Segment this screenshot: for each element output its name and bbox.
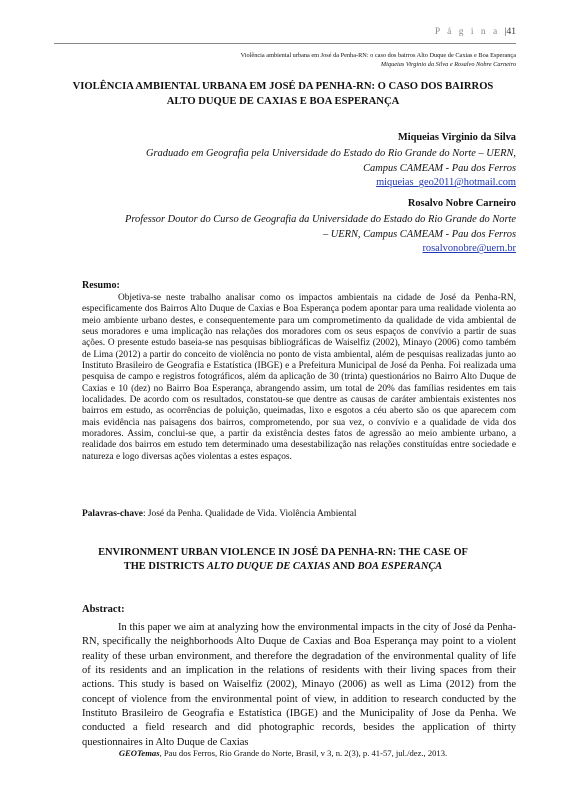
page-number: 41 xyxy=(506,27,516,37)
page-number-header xyxy=(435,27,516,37)
affiliation-line: Campus CAMEAM - Pau dos Ferros xyxy=(363,162,516,174)
footer-citation: , Pau dos Ferros, Rio Grande do Norte, Brasil, v 3, n. 2(3), p. 41-57, jul./dez., 2013. xyxy=(159,748,448,758)
page-separator: | xyxy=(504,27,507,37)
running-authors: Miqueias Virginio da Silva e Rosalvo Nobre Carneiro xyxy=(380,60,516,68)
keywords-text: : José da Penha. Qualidade de Vida. Violência Ambiental xyxy=(142,509,357,519)
abstract-text: In this paper we aim at analyzing how the environmental impacts in the city of José da Penha-RN, specifically the neighborhoods Alto Duque de Caxias and Boa Esperança may point to a violent reality of these urban environment, and therefore the degradation of the environmental quality of life of its residents and an implication in the relations of residents with their living spaces from their actions. This study is based on Waiselfiz (2002), Minayo (2006) as well as Lima (2012) from the concept of violence from the environmental point of view, in addition to research conducted by the Instituto Brasileiro de Geografia e Estatística (IBGE) and the Municipality of Jose da Penha. We conducted a field research and did photographic records, besides the application of thirty questionnaires in Alto Duque de Caxias xyxy=(82,622,516,748)
abstract-label: Abstract: xyxy=(82,604,125,615)
running-title: Violência ambiental urbana em José da Penha-RN: o caso dos bairros Alto Duque de Caxias e Boa Esperança xyxy=(240,52,516,59)
affiliation-line: Graduado em Geografia pela Universidade do Estado do Rio Grande do Norte – UERN, xyxy=(146,148,516,159)
author-email-link-2[interactable]: rosalvonobre@uern.br xyxy=(422,243,516,255)
author-name-1: Miqueias Virginio da Silva xyxy=(397,132,516,143)
affiliation-line: – UERN, Campus CAMEAM - Pau dos Ferros xyxy=(323,228,516,240)
header-rule xyxy=(54,43,516,44)
author-affiliation-2 xyxy=(125,213,516,257)
author-affiliation-1 xyxy=(146,147,516,191)
author-name-2: Rosalvo Nobre Carneiro xyxy=(407,198,516,209)
title-en-district-1: ALTO DUQUE DE CAXIAS xyxy=(206,561,331,573)
running-header xyxy=(186,52,516,69)
journal-footer xyxy=(50,748,516,758)
title-en-and: AND xyxy=(330,561,358,573)
abstract-body xyxy=(82,621,516,750)
title-en-line1: ENVIRONMENT URBAN VIOLENCE IN JOSÉ DA PENHA-RN: THE CASE OF xyxy=(98,547,468,558)
page-word: P á g i n a xyxy=(434,27,500,37)
article-title-pt: VIOLÊNCIA AMBIENTAL URBANA EM JOSÉ DA PENHA-RN: O CASO DOS BAIRROS ALTO DUQUE DE CAXIAS E BOA ESPERANÇA xyxy=(72,81,494,107)
title-en-prefix: THE DISTRICTS xyxy=(123,561,207,573)
article-title-en xyxy=(66,546,500,575)
keywords-label: Palavras-chave xyxy=(82,509,143,519)
author-email-link-1[interactable]: miqueias_geo2011@hotmail.com xyxy=(376,177,516,189)
journal-name: GEOTemas xyxy=(118,748,160,758)
title-en-district-2: BOA ESPERANÇA xyxy=(357,561,443,573)
title-en-line2 xyxy=(66,560,500,574)
resumo-label: Resumo: xyxy=(82,280,120,291)
resumo-body xyxy=(82,293,516,463)
keywords xyxy=(82,509,357,519)
affiliation-line: Professor Doutor do Curso de Geografia da Universidade do Estado do Rio Grande do Norte xyxy=(125,214,516,225)
resumo-text: Objetiva-se neste trabalho analisar como os impactos ambientais na cidade de José da Penha-RN, especificamente dos Bairros Alto Duque de Caxias e Boa Esperança podem apontar para uma realidade violenta ao meio ambiente urbano destes, e consequentemente para um comprometimento da qualidade de vida ambiental de seus moradores e uma implicação nas relações dos moradores com os seus espaços de convívio a partir de suas ações. O presente estudo baseia-se nas pesquisas bibliográficas de Waiselfiz (2002), Minayo (2006) como também de Lima (2012) a partir do conceito de violência no ponto de vista ambiental, além de pesquisas realizadas junto ao Instituto Brasileiro de Geografia e Estatística (IBGE) e a Prefeitura Municipal de José da Penha. Foi realizada uma pesquisa de campo e registros fotográficos, além da aplicação de 30 (trinta) questionários no Bairro Alto Duque de Caxias e 10 (dez) no Bairro Boa Esperança, abrangendo assim, um total de 20% das famílias residentes em tais localidades. De acordo com os resultados, constatou-se que dentre as causas de caráter ambientais existentes nos bairros em estudo, as ocorrências de poluição, queimadas, lixo e esgotos a céu aberto são os que aparecem com mais evidência nas paisagens dos bairros, comprometendo, por sua vez, o convívio e a qualidade de vida dos moradores. Assim, conclui-se que, a partir da existência destes fatos de agressão ao meio ambiente urbano, a realidade dos bairros em estudo tem determinado uma desestabilização nas relações constituídas entre sociedade e natureza e logo diversas ações violentas a estes espaços. xyxy=(82,293,516,462)
